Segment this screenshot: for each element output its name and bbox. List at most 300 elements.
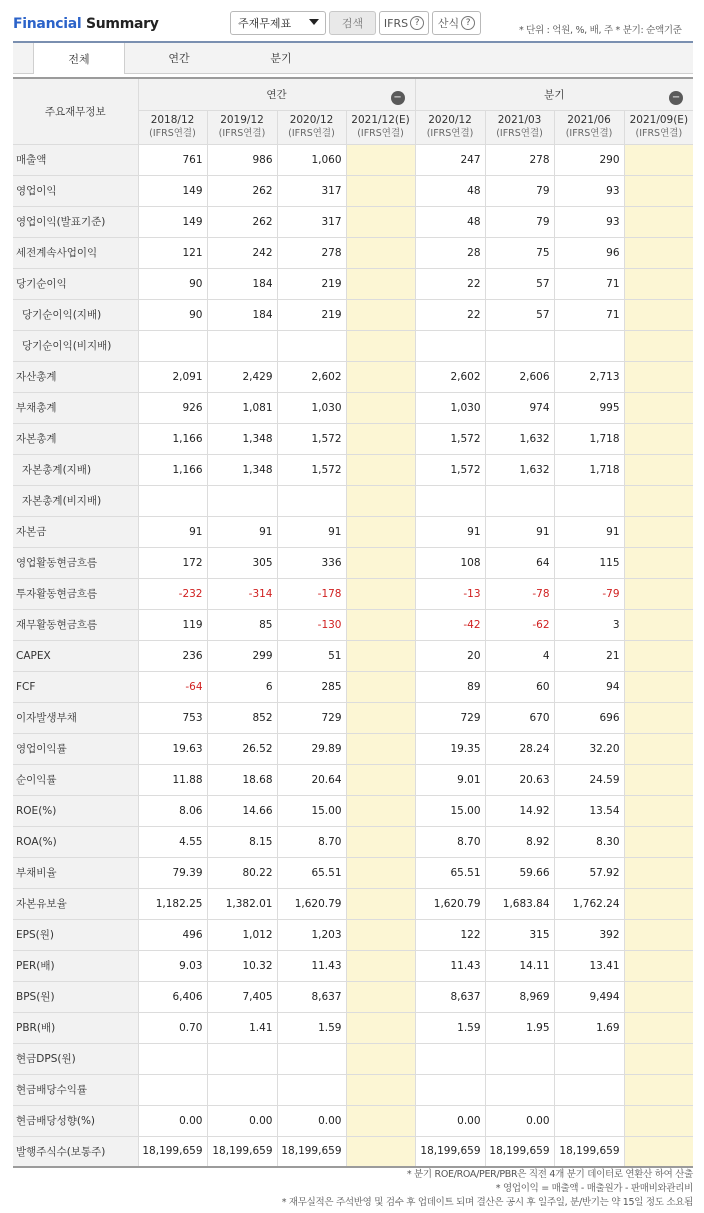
table-cell bbox=[624, 795, 693, 826]
table-cell bbox=[346, 950, 415, 981]
table-cell: -232 bbox=[138, 578, 207, 609]
table-cell: 1,348 bbox=[207, 454, 277, 485]
table-cell bbox=[554, 1105, 624, 1136]
table-cell bbox=[346, 609, 415, 640]
row-label: ROE(%) bbox=[13, 795, 138, 826]
period-header bbox=[207, 110, 277, 144]
table-cell bbox=[554, 1043, 624, 1074]
table-row bbox=[13, 237, 693, 268]
table-cell bbox=[624, 1074, 693, 1105]
table-cell bbox=[624, 609, 693, 640]
table-cell: 2,602 bbox=[415, 361, 485, 392]
table-cell bbox=[346, 299, 415, 330]
row-label: 발행주식수(보통주) bbox=[13, 1136, 138, 1167]
period-label: 2021/06 bbox=[567, 114, 611, 126]
table-cell bbox=[346, 919, 415, 950]
table-cell bbox=[624, 764, 693, 795]
table-cell: 64 bbox=[485, 547, 554, 578]
table-row bbox=[13, 454, 693, 485]
table-cell: -130 bbox=[277, 609, 346, 640]
table-cell bbox=[624, 640, 693, 671]
table-cell: 0.00 bbox=[415, 1105, 485, 1136]
period-header bbox=[277, 110, 346, 144]
table-cell bbox=[624, 826, 693, 857]
table-cell: 11.88 bbox=[138, 764, 207, 795]
table-cell: 15.00 bbox=[277, 795, 346, 826]
table-cell: 14.11 bbox=[485, 950, 554, 981]
table-cell bbox=[346, 423, 415, 454]
table-row bbox=[13, 702, 693, 733]
table-cell: 18,199,659 bbox=[554, 1136, 624, 1167]
table-cell: 13.41 bbox=[554, 950, 624, 981]
table-cell: -178 bbox=[277, 578, 346, 609]
table-cell: 1,632 bbox=[485, 454, 554, 485]
ifrs-label: IFRS bbox=[383, 16, 409, 30]
row-label-header: 주요재무정보 bbox=[13, 78, 138, 144]
row-label: BPS(원) bbox=[13, 981, 138, 1012]
row-label: 자본총계 bbox=[13, 423, 138, 454]
table-cell: 670 bbox=[485, 702, 554, 733]
table-cell: 2,602 bbox=[277, 361, 346, 392]
period-header bbox=[138, 110, 207, 144]
table-cell: 24.59 bbox=[554, 764, 624, 795]
table-cell bbox=[346, 330, 415, 361]
table-cell bbox=[624, 423, 693, 454]
table-cell: 1,012 bbox=[207, 919, 277, 950]
table-cell: 91 bbox=[554, 516, 624, 547]
table-row bbox=[13, 919, 693, 950]
search-button-label: 검색 bbox=[341, 17, 364, 30]
table-cell: 1,382.01 bbox=[207, 888, 277, 919]
table-cell: 1,572 bbox=[277, 423, 346, 454]
table-cell bbox=[624, 392, 693, 423]
period-label: 2021/12(E) bbox=[351, 114, 410, 126]
table-cell: 11.43 bbox=[415, 950, 485, 981]
row-label: 순이익률 bbox=[13, 764, 138, 795]
table-cell bbox=[277, 1043, 346, 1074]
table-cell: 696 bbox=[554, 702, 624, 733]
table-cell: 172 bbox=[138, 547, 207, 578]
table-cell: 1,620.79 bbox=[415, 888, 485, 919]
table-cell bbox=[415, 1043, 485, 1074]
table-cell: 4.55 bbox=[138, 826, 207, 857]
table-cell: -314 bbox=[207, 578, 277, 609]
formula-help-button[interactable] bbox=[432, 11, 481, 35]
table-cell: 986 bbox=[207, 144, 277, 175]
table-cell bbox=[346, 764, 415, 795]
table-cell: 1.95 bbox=[485, 1012, 554, 1043]
period-header bbox=[554, 110, 624, 144]
table-cell: 1,683.84 bbox=[485, 888, 554, 919]
table-cell bbox=[624, 1105, 693, 1136]
table-cell: 1,348 bbox=[207, 423, 277, 454]
table-cell bbox=[346, 640, 415, 671]
table-row bbox=[13, 1074, 693, 1105]
table-cell bbox=[346, 578, 415, 609]
table-cell: 18,199,659 bbox=[277, 1136, 346, 1167]
table-cell: 1,203 bbox=[277, 919, 346, 950]
table-cell: 1.59 bbox=[277, 1012, 346, 1043]
period-basis: (IFRS연결) bbox=[496, 128, 543, 139]
table-row bbox=[13, 423, 693, 454]
table-cell: 3 bbox=[554, 609, 624, 640]
table-row bbox=[13, 1043, 693, 1074]
table-cell: 8.70 bbox=[277, 826, 346, 857]
table-cell: 75 bbox=[485, 237, 554, 268]
collapse-quarter-icon[interactable]: − bbox=[669, 91, 683, 105]
table-row bbox=[13, 950, 693, 981]
table-cell bbox=[277, 485, 346, 516]
table-cell: 729 bbox=[415, 702, 485, 733]
tab-all[interactable]: 전체 bbox=[33, 43, 125, 74]
row-label: PER(배) bbox=[13, 950, 138, 981]
period-header bbox=[485, 110, 554, 144]
table-cell bbox=[624, 671, 693, 702]
table-cell: 7,405 bbox=[207, 981, 277, 1012]
period-tabs bbox=[13, 41, 693, 74]
table-cell bbox=[624, 485, 693, 516]
table-cell bbox=[346, 268, 415, 299]
collapse-annual-icon[interactable]: − bbox=[391, 91, 405, 105]
table-cell: 79 bbox=[485, 175, 554, 206]
table-cell: 26.52 bbox=[207, 733, 277, 764]
row-label: PBR(배) bbox=[13, 1012, 138, 1043]
table-cell bbox=[624, 330, 693, 361]
period-header bbox=[624, 110, 693, 144]
table-cell: 48 bbox=[415, 206, 485, 237]
row-label: 세전계속사업이익 bbox=[13, 237, 138, 268]
tab-quarter[interactable]: 분기 bbox=[270, 52, 292, 65]
table-cell: 753 bbox=[138, 702, 207, 733]
table-cell: -62 bbox=[485, 609, 554, 640]
table-cell: 1,182.25 bbox=[138, 888, 207, 919]
table-cell bbox=[415, 1074, 485, 1105]
row-label: CAPEX bbox=[13, 640, 138, 671]
statement-type-select[interactable] bbox=[230, 11, 326, 35]
period-label: 2018/12 bbox=[150, 114, 195, 126]
table-cell bbox=[624, 299, 693, 330]
period-label: 2020/12 bbox=[289, 114, 334, 126]
table-cell: 90 bbox=[138, 299, 207, 330]
table-cell bbox=[346, 485, 415, 516]
row-label: 당기순이익(비지배) bbox=[13, 330, 138, 361]
table-cell: 1.59 bbox=[415, 1012, 485, 1043]
table-cell bbox=[346, 702, 415, 733]
table-cell: -78 bbox=[485, 578, 554, 609]
period-basis: (IFRS연결) bbox=[426, 128, 474, 139]
table-cell: 0.00 bbox=[138, 1105, 207, 1136]
table-cell: 1,718 bbox=[554, 454, 624, 485]
table-row bbox=[13, 485, 693, 516]
table-cell: 299 bbox=[207, 640, 277, 671]
table-cell bbox=[554, 330, 624, 361]
period-label: 2021/03 bbox=[497, 114, 542, 126]
search-button[interactable] bbox=[329, 11, 376, 35]
period-header bbox=[346, 110, 415, 144]
table-cell: 6,406 bbox=[138, 981, 207, 1012]
table-cell bbox=[138, 1074, 207, 1105]
table-cell: 1,572 bbox=[415, 454, 485, 485]
table-cell bbox=[346, 733, 415, 764]
table-cell: 122 bbox=[415, 919, 485, 950]
footnote: * 분기 ROE/ROA/PER/PBR은 직전 4개 분기 데이터로 연환산 하여 산출 bbox=[406, 1169, 693, 1180]
table-cell: 32.20 bbox=[554, 733, 624, 764]
table-cell bbox=[624, 206, 693, 237]
table-cell bbox=[415, 485, 485, 516]
table-cell: 0.00 bbox=[485, 1105, 554, 1136]
table-cell: 8.06 bbox=[138, 795, 207, 826]
table-cell: 79 bbox=[485, 206, 554, 237]
table-row bbox=[13, 1105, 693, 1136]
period-basis: (IFRS연결) bbox=[565, 128, 613, 139]
table-cell: 315 bbox=[485, 919, 554, 950]
table-cell: 94 bbox=[554, 671, 624, 702]
table-cell: 1,081 bbox=[207, 392, 277, 423]
table-cell: 184 bbox=[207, 299, 277, 330]
table-cell: 119 bbox=[138, 609, 207, 640]
table-cell bbox=[346, 392, 415, 423]
unit-note: * 단위 : 억원, %, 배, 주 * 분기: 순액기준 bbox=[519, 25, 682, 36]
table-cell bbox=[346, 888, 415, 919]
table-cell bbox=[624, 237, 693, 268]
table-cell: 11.43 bbox=[277, 950, 346, 981]
quarter-group-label: 분기 bbox=[544, 88, 565, 101]
period-basis: (IFRS연결) bbox=[635, 128, 683, 139]
table-cell: 0.70 bbox=[138, 1012, 207, 1043]
table-cell: 392 bbox=[554, 919, 624, 950]
table-cell: -42 bbox=[415, 609, 485, 640]
table-cell: 729 bbox=[277, 702, 346, 733]
table-cell: 85 bbox=[207, 609, 277, 640]
table-cell: 71 bbox=[554, 299, 624, 330]
table-cell: 89 bbox=[415, 671, 485, 702]
table-cell: -13 bbox=[415, 578, 485, 609]
table-cell: 8.15 bbox=[207, 826, 277, 857]
table-cell bbox=[346, 361, 415, 392]
table-cell: 1.69 bbox=[554, 1012, 624, 1043]
question-icon: ? bbox=[461, 16, 475, 30]
table-cell: 236 bbox=[138, 640, 207, 671]
table-cell: 278 bbox=[277, 237, 346, 268]
period-basis: (IFRS연결) bbox=[357, 128, 404, 139]
table-cell bbox=[346, 547, 415, 578]
table-cell: 317 bbox=[277, 175, 346, 206]
row-label: 자본총계(지배) bbox=[13, 454, 138, 485]
table-cell bbox=[624, 702, 693, 733]
table-cell: 1,060 bbox=[277, 144, 346, 175]
table-row bbox=[13, 888, 693, 919]
table-cell bbox=[624, 950, 693, 981]
annual-group-header bbox=[138, 78, 415, 110]
table-cell bbox=[346, 826, 415, 857]
table-cell: 96 bbox=[554, 237, 624, 268]
table-cell: 1,572 bbox=[415, 423, 485, 454]
table-cell bbox=[624, 144, 693, 175]
table-cell bbox=[624, 516, 693, 547]
table-cell bbox=[554, 485, 624, 516]
period-basis: (IFRS연결) bbox=[288, 128, 335, 139]
table-cell bbox=[624, 919, 693, 950]
table-row bbox=[13, 330, 693, 361]
quarter-group-header bbox=[415, 78, 693, 110]
table-cell bbox=[346, 795, 415, 826]
table-cell: 21 bbox=[554, 640, 624, 671]
table-cell bbox=[207, 330, 277, 361]
table-cell: 995 bbox=[554, 392, 624, 423]
table-cell bbox=[207, 1074, 277, 1105]
table-cell: 91 bbox=[138, 516, 207, 547]
table-cell: 71 bbox=[554, 268, 624, 299]
table-cell: 18,199,659 bbox=[415, 1136, 485, 1167]
table-cell: 108 bbox=[415, 547, 485, 578]
table-cell bbox=[346, 516, 415, 547]
table-cell: 18.68 bbox=[207, 764, 277, 795]
table-cell bbox=[624, 733, 693, 764]
table-row bbox=[13, 733, 693, 764]
table-row bbox=[13, 361, 693, 392]
table-cell: 6 bbox=[207, 671, 277, 702]
table-cell bbox=[346, 1074, 415, 1105]
table-row bbox=[13, 795, 693, 826]
table-cell: 20.63 bbox=[485, 764, 554, 795]
table-cell: 8,637 bbox=[415, 981, 485, 1012]
table-cell: 19.63 bbox=[138, 733, 207, 764]
table-cell: 9.03 bbox=[138, 950, 207, 981]
formula-label: 산식 bbox=[437, 17, 460, 30]
table-cell: 2,091 bbox=[138, 361, 207, 392]
table-cell: 57 bbox=[485, 299, 554, 330]
table-cell: 15.00 bbox=[415, 795, 485, 826]
title-financial: Financial bbox=[13, 16, 82, 32]
row-label: 영업이익률 bbox=[13, 733, 138, 764]
question-icon: ? bbox=[410, 16, 424, 30]
row-label: FCF bbox=[13, 671, 138, 702]
table-cell bbox=[346, 1136, 415, 1167]
table-cell: 18,199,659 bbox=[485, 1136, 554, 1167]
table-cell: 2,713 bbox=[554, 361, 624, 392]
table-row bbox=[13, 392, 693, 423]
table-cell: 149 bbox=[138, 206, 207, 237]
table-cell: 115 bbox=[554, 547, 624, 578]
table-cell bbox=[624, 361, 693, 392]
table-cell bbox=[138, 485, 207, 516]
table-cell bbox=[138, 330, 207, 361]
table-row bbox=[13, 268, 693, 299]
table-cell: 59.66 bbox=[485, 857, 554, 888]
table-cell: 1,572 bbox=[277, 454, 346, 485]
table-cell bbox=[624, 1043, 693, 1074]
table-cell: 8.92 bbox=[485, 826, 554, 857]
table-row bbox=[13, 609, 693, 640]
table-cell: 262 bbox=[207, 206, 277, 237]
table-row bbox=[13, 857, 693, 888]
period-basis: (IFRS연결) bbox=[218, 128, 266, 139]
table-cell: 4 bbox=[485, 640, 554, 671]
table-cell: 19.35 bbox=[415, 733, 485, 764]
table-cell bbox=[346, 454, 415, 485]
table-cell: 262 bbox=[207, 175, 277, 206]
table-cell bbox=[624, 578, 693, 609]
table-cell: 0.00 bbox=[207, 1105, 277, 1136]
table-cell: 926 bbox=[138, 392, 207, 423]
period-header bbox=[415, 110, 485, 144]
row-label: 자산총계 bbox=[13, 361, 138, 392]
table-cell: 1,632 bbox=[485, 423, 554, 454]
row-label: 부채총계 bbox=[13, 392, 138, 423]
table-cell bbox=[346, 1012, 415, 1043]
table-cell: 57.92 bbox=[554, 857, 624, 888]
table-cell: 48 bbox=[415, 175, 485, 206]
table-cell bbox=[624, 981, 693, 1012]
table-cell: 149 bbox=[138, 175, 207, 206]
ifrs-help-button[interactable] bbox=[379, 11, 429, 35]
table-cell bbox=[207, 1043, 277, 1074]
table-row bbox=[13, 826, 693, 857]
period-basis: (IFRS연결) bbox=[149, 128, 196, 139]
table-cell: 18,199,659 bbox=[207, 1136, 277, 1167]
table-cell bbox=[554, 1074, 624, 1105]
row-label: 자본유보율 bbox=[13, 888, 138, 919]
table-cell bbox=[346, 1043, 415, 1074]
tab-annual[interactable]: 연간 bbox=[168, 52, 190, 65]
table-cell: 0.00 bbox=[277, 1105, 346, 1136]
table-cell bbox=[346, 206, 415, 237]
table-cell bbox=[346, 857, 415, 888]
table-cell: 80.22 bbox=[207, 857, 277, 888]
table-cell bbox=[485, 1043, 554, 1074]
row-label: 영업이익(발표기준) bbox=[13, 206, 138, 237]
table-cell bbox=[277, 330, 346, 361]
table-cell: 1,620.79 bbox=[277, 888, 346, 919]
table-cell: 22 bbox=[415, 268, 485, 299]
row-label: 영업활동현금흐름 bbox=[13, 547, 138, 578]
row-label: 현금DPS(원) bbox=[13, 1043, 138, 1074]
table-cell: 18,199,659 bbox=[138, 1136, 207, 1167]
table-cell: 20.64 bbox=[277, 764, 346, 795]
table-row bbox=[13, 981, 693, 1012]
table-cell: 14.92 bbox=[485, 795, 554, 826]
statement-type-value: 주재무제표 bbox=[238, 17, 292, 30]
table-cell: 28 bbox=[415, 237, 485, 268]
table-row bbox=[13, 1012, 693, 1043]
row-label: 재무활동현금흐름 bbox=[13, 609, 138, 640]
table-cell: 1,762.24 bbox=[554, 888, 624, 919]
table-cell: 278 bbox=[485, 144, 554, 175]
table-cell bbox=[277, 1074, 346, 1105]
table-cell: -79 bbox=[554, 578, 624, 609]
table-cell: 8,637 bbox=[277, 981, 346, 1012]
table-cell bbox=[346, 1105, 415, 1136]
table-cell: 22 bbox=[415, 299, 485, 330]
table-cell bbox=[624, 547, 693, 578]
table-row bbox=[13, 640, 693, 671]
table-cell: 1,030 bbox=[415, 392, 485, 423]
table-cell bbox=[624, 888, 693, 919]
table-cell: 9.01 bbox=[415, 764, 485, 795]
table-cell bbox=[346, 981, 415, 1012]
table-cell bbox=[624, 1012, 693, 1043]
table-cell: 79.39 bbox=[138, 857, 207, 888]
row-label: 투자활동현금흐름 bbox=[13, 578, 138, 609]
table-row bbox=[13, 578, 693, 609]
table-cell: 8.70 bbox=[415, 826, 485, 857]
table-cell: 91 bbox=[207, 516, 277, 547]
table-cell: 974 bbox=[485, 392, 554, 423]
table-row bbox=[13, 206, 693, 237]
table-cell: 91 bbox=[485, 516, 554, 547]
table-cell: 1,030 bbox=[277, 392, 346, 423]
row-label: 영업이익 bbox=[13, 175, 138, 206]
